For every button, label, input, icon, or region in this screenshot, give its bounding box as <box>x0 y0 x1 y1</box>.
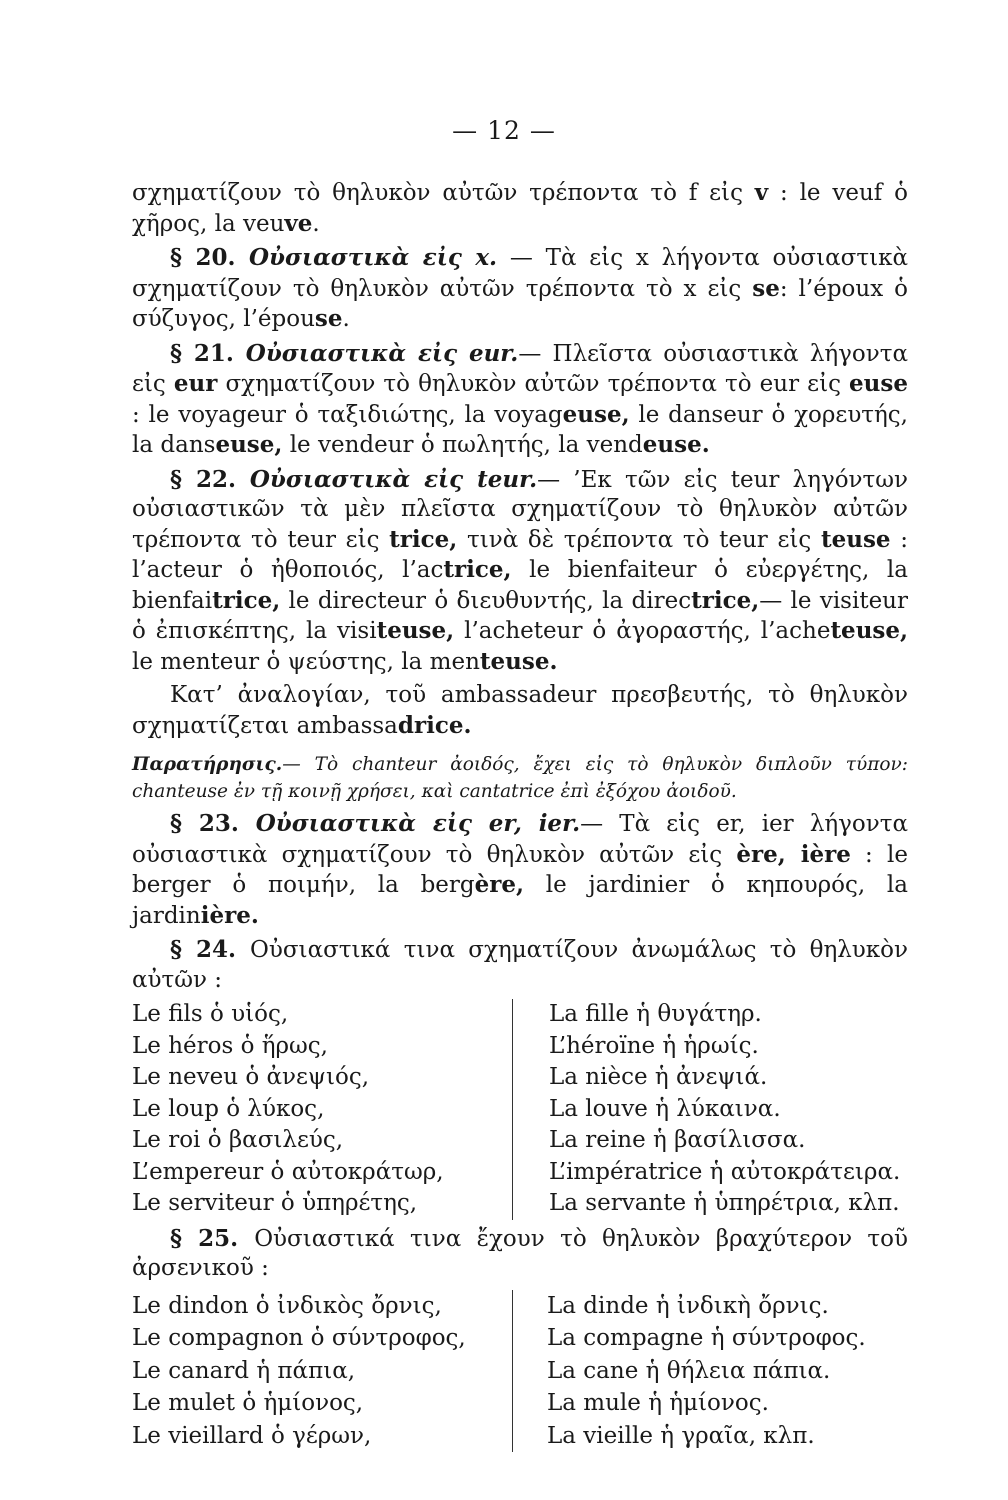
gender-pairs-table-25 <box>132 1290 908 1453</box>
feminine-form: La servante ἡ ὑπηρέτρια, κλπ. <box>512 1188 908 1220</box>
body-text <box>132 178 908 1452</box>
masculine-form: Le fils ὁ υἱός, <box>132 1001 289 1027</box>
section-20: § 20. Οὐσιαστικὰ εἰς x. — Τὰ εἰς x λήγοντα οὐσιαστικὰ σχηματίζουν τὸ θηλυκὸν αὐτῶν τρέποντα τὸ x εἰς se: l’époux ὁ σύζυγος, l’épouse. <box>132 244 908 332</box>
feminine-form: La mule ἡ ἡμίονος. <box>512 1387 908 1420</box>
feminine-form: La vieille ἡ γραῖα, κλπ. <box>512 1420 908 1453</box>
masculine-form: Le loup ὁ λύκος, <box>132 1095 325 1122</box>
masculine-form: Le serviteur ὁ ὑπηρέτης, <box>132 1190 418 1216</box>
masculine-form: Le mulet ὁ ἡμίονος, <box>132 1390 364 1416</box>
section-23: § 23. Οὐσιαστικὰ εἰς er, ier.— Τὰ εἰς er, ier λήγοντα οὐσιαστικὰ σχηματίζουν τὸ θηλυκὸν αὐτῶν εἰς ère, ière : le berger ὁ ποιμήν, la bergère, le jardinier ὁ κηπουρός, la jardinière. <box>132 810 909 929</box>
feminine-form: L’impératrice ἡ αὐτοκράτειρα. <box>512 1157 908 1189</box>
remark-note: Παρατήρησις.— Τὸ chanteur ἀοιδός, ἔχει εἰς τὸ θηλυκὸν διπλοῦν τύπον: chanteuse ἐν τῇ κοινῇ χρήσει, καὶ cantatrice ἐπὶ ἐξόχου ἀοιδοῦ. <box>132 754 908 802</box>
feminine-form: La compagne ἡ σύντροφος. <box>512 1322 908 1355</box>
section-21: § 21. Οὐσιαστικὰ εἰς eur.— Πλεῖστα οὐσιαστικὰ λήγοντα εἰς eur σχηματίζουν τὸ θηλυκὸν αὐτῶν τρέποντα τὸ eur εἰς euse : le voyageur ὁ ταξιδιώτης, la voyageuse, le danseur ὁ χορευτής, la danseuse, le vendeur ὁ πωλητής, la vendeuse. <box>132 339 909 458</box>
section-heading: Οὐσιαστικὰ εἰς eur. <box>245 339 519 367</box>
section-heading: Οὐσιαστικὰ εἰς er, ier. <box>255 810 581 837</box>
section-heading: Οὐσιαστικὰ εἰς teur. <box>249 465 538 493</box>
paragraph-intro: σχηματίζουν τὸ θηλυκὸν αὐτῶν τρέποντα τὸ f εἰς v : le veuf ὁ χῆρος, la veuve. <box>132 179 908 237</box>
paragraph-ambassador: Κατ’ ἀναλογίαν, τοῦ ambassadeur πρεσβευτής, τὸ θηλυκὸν σχηματίζεται ambassadrice. <box>132 682 908 739</box>
feminine-form: La fille ἡ θυγάτηρ. <box>512 999 908 1031</box>
masculine-form: Le compagnon ὁ σύντροφος, <box>132 1325 466 1351</box>
section-22: § 22. Οὐσιαστικὰ εἰς teur.— ’Εκ τῶν εἰς teur ληγόντων οὐσιαστικῶν τὰ μὲν πλεῖστα σχηματίζουν τὸ θηλυκὸν αὐτῶν τρέποντα τὸ teur εἰς trice, τινὰ δὲ τρέποντα τὸ teur εἰς teuse : l’acteur ὁ ἠθοποιός, l’actrice, le bienfaiteur ὁ εὐεργέτης, la bienfaitrice, le directeur ὁ διευθυντής, la directrice,— le visiteur ὁ ἐπισκέπτης, la visiteuse, l’acheteur ὁ ἀγοραστής, l’acheteuse, le menteur ὁ ψεύστης, la menteuse. <box>132 465 909 675</box>
feminine-form: La louve ἡ λύκαινα. <box>512 1094 908 1126</box>
masculine-form: Le roi ὁ βασιλεύς, <box>132 1127 344 1153</box>
section-25: § 25. Οὐσιαστικά τινα ἔχουν τὸ θηλυκὸν βραχύτερον τοῦ ἀρσενικοῦ : <box>132 1224 908 1281</box>
page-number: — 12 — <box>452 116 556 145</box>
section-24: § 24. Οὐσιαστικά τινα σχηματίζουν ἀνωμάλως τὸ θηλυκὸν αὐτῶν : <box>132 936 908 993</box>
feminine-form: La reine ἡ βασίλισσα. <box>512 1125 908 1157</box>
masculine-form: Le dindon ὁ ἰνδικὸς ὄρνις, <box>132 1292 442 1319</box>
masculine-form: L’empereur ὁ αὐτοκράτωρ, <box>132 1158 444 1185</box>
gender-pairs-table-24 <box>132 999 908 1220</box>
masculine-form: Le héros ὁ ἥρως, <box>132 1032 328 1059</box>
feminine-form: La dinde ἡ ἰνδικὴ ὄρνις. <box>512 1290 908 1323</box>
feminine-form: La nièce ἡ ἀνεψιά. <box>512 1062 908 1094</box>
feminine-form: La cane ἡ θήλεια πάπια. <box>512 1355 908 1388</box>
section-heading: Οὐσιαστικὰ εἰς x. <box>249 244 498 271</box>
feminine-form: L’héroïne ἡ ἡρωίς. <box>512 1031 908 1063</box>
masculine-form: Le neveu ὁ ἀνεψιός, <box>132 1064 370 1090</box>
masculine-form: Le canard ἡ πάπια, <box>132 1357 356 1384</box>
masculine-form: Le vieillard ὁ γέρων, <box>132 1422 372 1449</box>
